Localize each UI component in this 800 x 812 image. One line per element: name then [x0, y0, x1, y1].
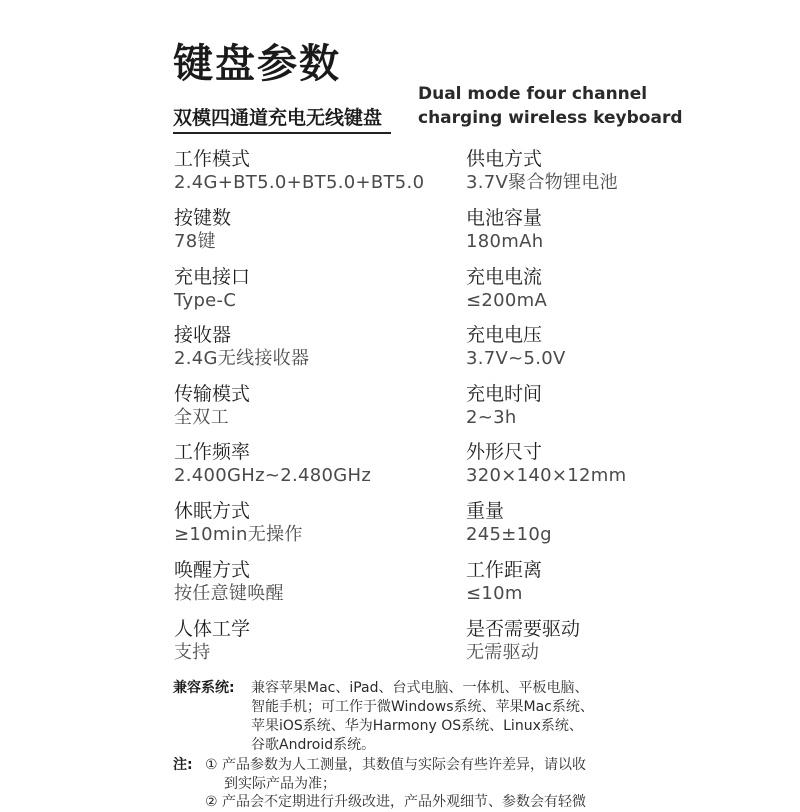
spec-sleep-mode	[174, 499, 303, 547]
spec-label: 充电接口	[174, 266, 251, 288]
spec-work-mode	[174, 147, 424, 195]
compatibility-label: 兼容系统:	[173, 680, 235, 696]
spec-label: 传输模式	[174, 383, 251, 405]
spec-value: ≤10m	[466, 583, 523, 604]
spec-label: 工作频率	[174, 441, 251, 463]
notes-label: 注:	[173, 757, 193, 773]
spec-value: 2~3h	[466, 407, 517, 428]
spec-label: 充电电流	[466, 266, 543, 288]
spec-label: 电池容量	[466, 207, 543, 229]
note-line: ① 产品参数为人工测量，其数值与实际会有些许差异，请以收	[205, 757, 586, 773]
spec-label: 供电方式	[466, 148, 543, 170]
spec-label: 重量	[466, 500, 505, 522]
spec-value: 2.400GHz~2.480GHz	[174, 465, 372, 486]
english-subtitle-line-2: charging wireless keyboard	[418, 108, 683, 128]
spec-charging-voltage	[466, 323, 566, 371]
title-divider	[173, 132, 391, 134]
compatibility-line: 智能手机；可工作于微Windows系统、苹果Mac系统、	[251, 699, 594, 715]
spec-value: 3.7V聚合物锂电池	[466, 172, 618, 193]
spec-charging-port	[174, 265, 250, 313]
spec-label: 充电电压	[466, 324, 543, 346]
spec-key-count	[174, 206, 231, 254]
spec-frequency	[174, 440, 371, 488]
spec-wake-mode	[174, 558, 284, 606]
spec-label: 唤醒方式	[174, 559, 251, 581]
spec-battery-capacity	[466, 206, 543, 254]
spec-charging-current	[466, 265, 547, 313]
spec-value: 180mAh	[466, 231, 544, 252]
spec-label: 充电时间	[466, 383, 543, 405]
spec-driver-required	[466, 617, 580, 665]
spec-ergonomics	[174, 617, 250, 665]
note-line: 到实际产品为准；	[224, 776, 336, 792]
spec-transmission-mode	[174, 382, 250, 430]
chinese-subtitle: 双模四通道充电无线键盘	[173, 107, 383, 129]
spec-label: 按键数	[174, 207, 232, 229]
spec-value: 无需驱动	[466, 642, 540, 663]
compatibility-line: 兼容苹果Mac、iPad、台式电脑、一体机、平板电脑、	[251, 680, 589, 696]
spec-label: 外形尺寸	[466, 441, 543, 463]
spec-value: ≤200mA	[466, 290, 548, 311]
spec-value: Type-C	[174, 290, 237, 311]
spec-value: ≥10min无操作	[174, 524, 303, 545]
page-title: 键盘参数	[173, 41, 341, 87]
spec-power-supply	[466, 147, 618, 195]
spec-label: 是否需要驱动	[466, 618, 581, 640]
note-line: ② 产品会不定期进行升级改进，产品外观细节、参数会有轻微	[205, 794, 586, 810]
spec-label: 工作距离	[466, 559, 543, 581]
spec-charging-time	[466, 382, 542, 430]
spec-value: 2.4G+BT5.0+BT5.0+BT5.0	[174, 172, 425, 193]
spec-label: 人体工学	[174, 618, 251, 640]
spec-weight	[466, 499, 552, 547]
spec-value: 2.4G无线接收器	[174, 348, 310, 369]
spec-value: 78键	[174, 231, 216, 252]
spec-value: 245±10g	[466, 524, 552, 545]
spec-value: 3.7V~5.0V	[466, 348, 566, 369]
spec-dimensions	[466, 440, 626, 488]
spec-value: 全双工	[174, 407, 229, 428]
compatibility-line: 苹果iOS系统、华为Harmony OS系统、Linux系统、	[251, 718, 583, 734]
spec-working-distance	[466, 558, 542, 606]
spec-label: 工作模式	[174, 148, 251, 170]
spec-label: 休眠方式	[174, 500, 251, 522]
spec-value: 按任意键唤醒	[174, 583, 284, 604]
spec-label: 接收器	[174, 324, 232, 346]
compatibility-line: 谷歌Android系统。	[251, 737, 376, 753]
spec-value: 320×140×12mm	[466, 465, 627, 486]
english-subtitle	[418, 82, 683, 130]
spec-receiver	[174, 323, 309, 371]
english-subtitle-line-1: Dual mode four channel	[418, 84, 648, 104]
spec-value: 支持	[174, 642, 211, 663]
